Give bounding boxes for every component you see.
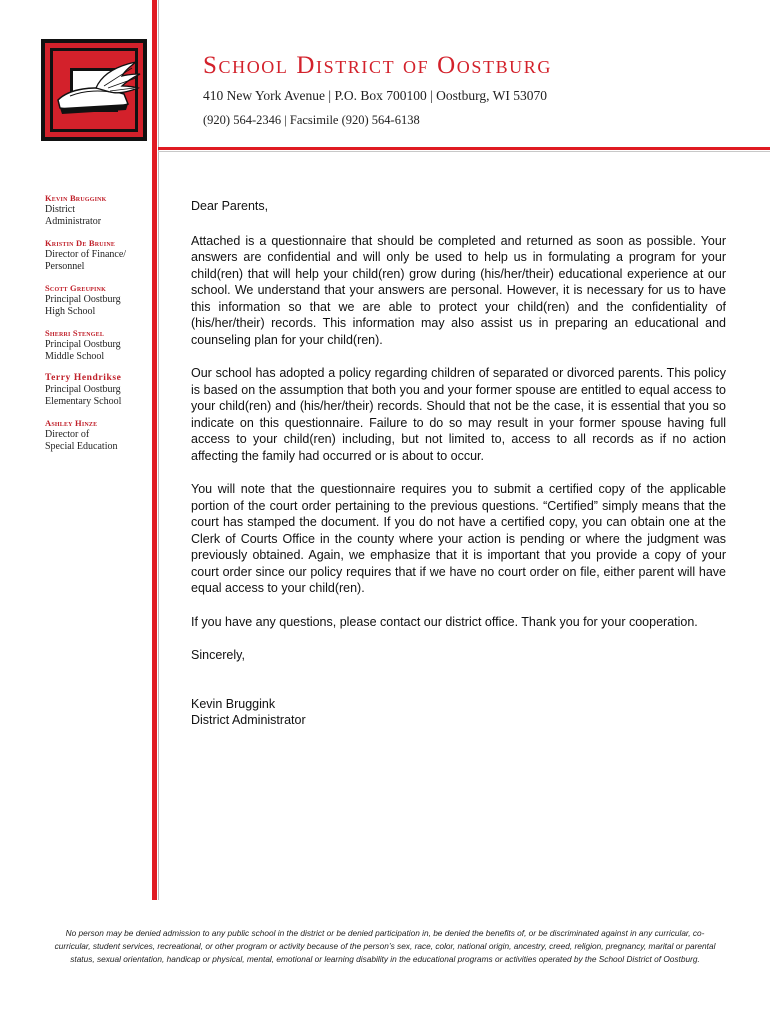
staff-title: Principal Oostburg Middle School [45, 339, 121, 362]
letter-closing: Sincerely, [191, 648, 245, 662]
letter-paragraph: Attached is a questionnaire that should be completed and returned as soon as possible. Your answers are confidential and will only be used to help us in formulating a program for your child(ren) that will help your child(ren) grow during (his/her/their) educational experience at our school. We understand that your answers are personal. However, it is necessary for us to have this information so that we are able to protect your child(ren) and the confidentiality of (his/her/their) records. This information may also assist us in preparing an educational and counseling plan for your child(ren). [191, 233, 726, 347]
nondiscrimination-notice: No person may be denied admission to any public school in the district or be denied participation in, be denied the benefits of, or be discriminated against in any curricular, co-curricular, student services, recreational, or other program or activity because of the person’s sex, race, color, national origin, ancestry, creed, religion, pregnancy, marital or parental status, sexual orientation, handicap or physical, mental, emotional or learning disability in the educational programs or activities operated by the School District of Oostburg. [54, 928, 716, 964]
letter-paragraph: You will note that the questionnaire requires you to submit a certified copy of the applicable portion of the court order pertaining to the previous questions. “Certified” simply means that the court has stamped the document. If you do not have a certified copy, you can obtain one at the Clerk of Courts Office in the county where your action is pending or where the judgment was previously obtained. Again, we emphasize that it is important that you provide a copy of your court order since our policy requires that if we have no court order on file, either parent will have equal access to your child(ren). [191, 482, 726, 595]
left-red-rule [152, 0, 157, 900]
district-contact: (920) 564-2346 | Facsimile (920) 564-6138 [203, 113, 420, 127]
staff-name: Sherri Stengel [45, 328, 105, 338]
staff-name: Scott Greupink [45, 283, 106, 293]
staff-directory [45, 192, 150, 462]
staff-title: Principal Oostburg Elementary School [45, 384, 122, 407]
letterhead [203, 52, 552, 128]
staff-title: Director of Finance/ Personnel [45, 249, 127, 272]
staff-title: District Administrator [45, 204, 102, 227]
staff-name: Ashley Hinze [45, 418, 98, 428]
staff-entry [45, 192, 150, 228]
staff-entry [45, 327, 150, 363]
letter-greeting: Dear Parents, [191, 199, 269, 213]
staff-entry [45, 417, 150, 453]
district-address: 410 New York Avenue | P.O. Box 700100 | Oostburg, WI 53070 [203, 88, 548, 103]
signature-name: Kevin Bruggink [191, 696, 276, 711]
district-name: School District of Oostburg [203, 52, 552, 79]
staff-entry [45, 237, 150, 273]
left-gray-rule [158, 0, 159, 900]
header-gray-rule [158, 151, 770, 152]
letter-paragraph: If you have any questions, please contact our district office. Thank you for your cooperation. [191, 614, 698, 629]
staff-entry [45, 372, 150, 408]
staff-title: Principal Oostburg High School [45, 294, 121, 317]
district-logo-icon [40, 38, 148, 142]
staff-name: Kristin De Bruine [45, 238, 116, 248]
header-red-rule [158, 147, 770, 150]
staff-name: Terry Hendrikse [45, 373, 122, 383]
staff-name: Kevin Bruggink [45, 193, 107, 203]
staff-entry [45, 282, 150, 318]
signature-title: District Administrator [191, 713, 306, 727]
staff-title: Director of Special Education [45, 429, 118, 452]
letter-body [191, 198, 726, 729]
letter-paragraph: Our school has adopted a policy regarding children of separated or divorced parents. This policy is based on the assumption that both you and your former spouse are entitled to equal access to your child(ren) and (his/her/their) records. Should that not be the case, it is essential that you so indicate on this questionnaire. Failure to do so may result in your former spouse having full access to your child(ren) including, but not limited to, access to all records as if no action affecting the family had occurred or is about to occur. [191, 366, 726, 463]
